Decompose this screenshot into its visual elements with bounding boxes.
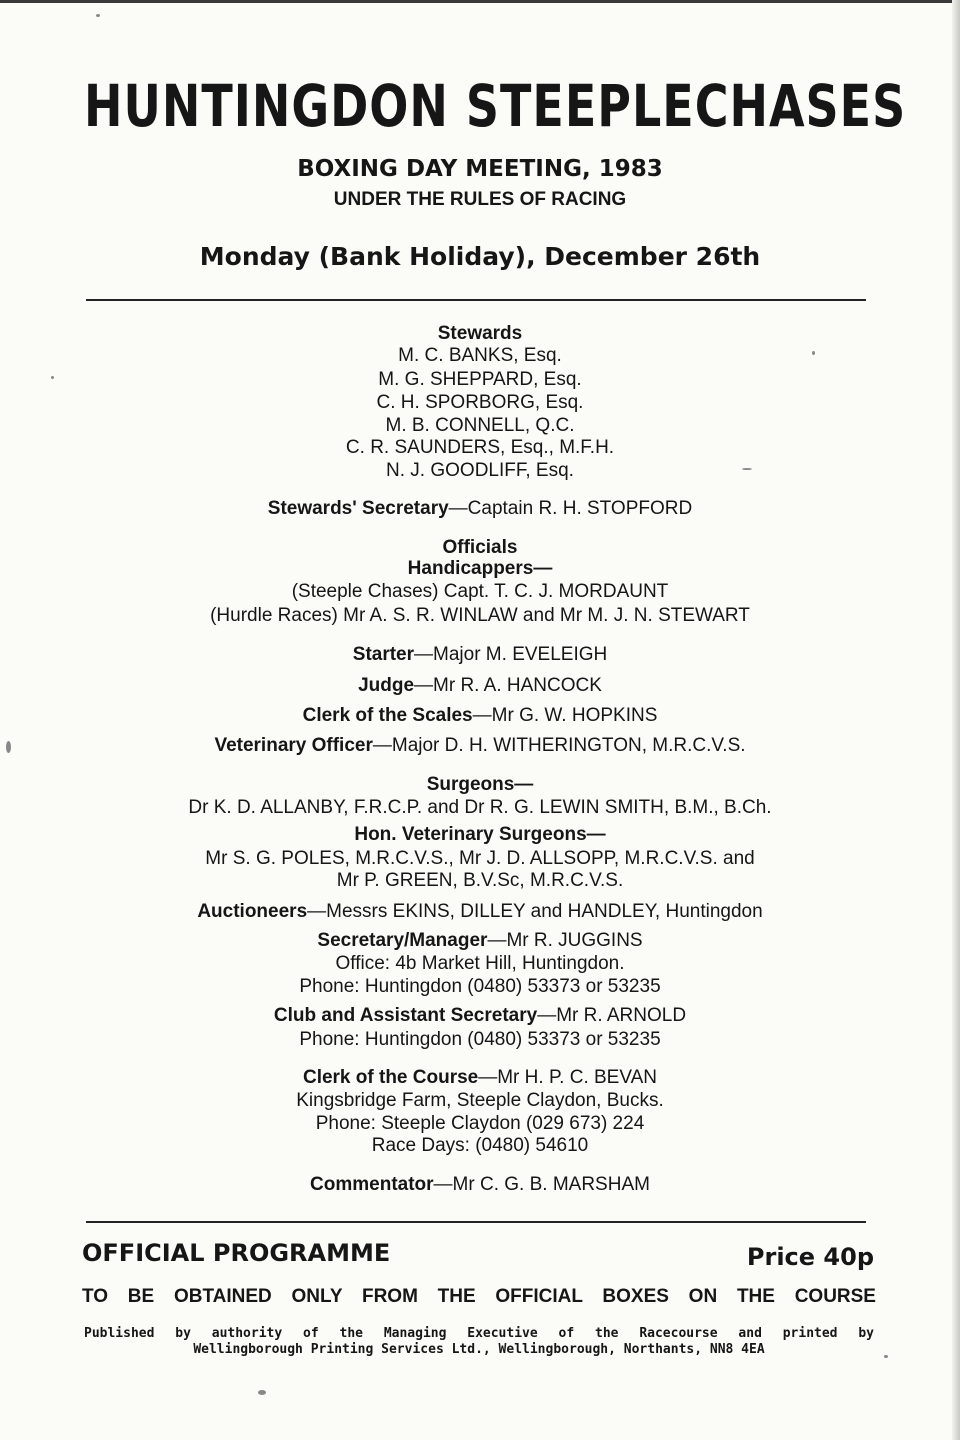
official-programme-label: OFFICIAL PROGRAMME	[82, 1239, 391, 1267]
starter-row	[0, 644, 960, 666]
secretary-row	[0, 930, 960, 952]
club-secretary-row	[0, 1005, 960, 1027]
club-secretary-phone: Phone: Huntingdon (0480) 53373 or 53235	[299, 1029, 661, 1050]
secretary-office: Office: 4b Market Hill, Huntingdon.	[335, 953, 625, 974]
top-divider	[86, 299, 866, 301]
judge-row	[0, 675, 960, 697]
page-title: HUNTINGDON STEEPLECHASES	[84, 72, 907, 140]
steward-name: M. C. BANKS, Esq.	[398, 345, 562, 366]
stewards-secretary-row	[0, 498, 960, 520]
scan-speck	[884, 1355, 888, 1358]
surgeons-names: Dr K. D. ALLANBY, F.R.C.P. and Dr R. G. LEWIN SMITH, B.M., B.Ch.	[188, 797, 772, 818]
clerk-course-phone: Phone: Steeple Claydon (029 673) 224	[315, 1113, 645, 1134]
meeting-subtitle: BOXING DAY MEETING, 1983	[297, 156, 663, 182]
hon-vets-line: Mr P. GREEN, B.V.Sc, M.R.C.V.S.	[336, 870, 624, 891]
meeting-date: Monday (Bank Holiday), December 26th	[199, 242, 761, 271]
judge-label: Judge	[358, 675, 415, 696]
auctioneers-label: Auctioneers	[197, 901, 308, 922]
vet-officer-name: —Major D. H. WITHERINGTON, M.R.C.V.S.	[372, 735, 746, 756]
clerk-course-raceday: Race Days: (0480) 54610	[371, 1135, 589, 1156]
page-edge-top	[0, 0, 960, 10]
scan-speck	[258, 1390, 266, 1395]
auctioneers-row	[0, 901, 960, 923]
commentator-name: —Mr C. G. B. MARSHAM	[433, 1174, 650, 1195]
club-secretary-name: —Mr R. ARNOLD	[537, 1005, 687, 1026]
scan-speck	[742, 468, 752, 470]
steward-name: M. G. SHEPPARD, Esq.	[378, 369, 582, 390]
auctioneers-names: —Messrs EKINS, DILLEY and HANDLEY, Huntingdon	[307, 901, 763, 922]
secretary-name: —Mr R. JUGGINS	[487, 930, 643, 951]
publisher-line-2: Wellingborough Printing Services Ltd., Wellingborough, Northants, NN8 4EA	[193, 1342, 765, 1357]
rules-line: UNDER THE RULES OF RACING	[333, 189, 627, 210]
publisher-imprint	[84, 1326, 874, 1358]
starter-label: Starter	[352, 644, 415, 665]
clerk-course-address: Kingsbridge Farm, Steeple Claydon, Bucks.	[296, 1090, 664, 1111]
steward-name: C. R. SAUNDERS, Esq., M.F.H.	[345, 437, 615, 458]
officials-heading: Officials	[442, 537, 518, 558]
secretary-phone: Phone: Huntingdon (0480) 53373 or 53235	[299, 976, 661, 997]
scan-speck	[812, 351, 815, 355]
obtain-notice: TO BE OBTAINED ONLY FROM THE OFFICIAL BOXES ON THE COURSE	[82, 1286, 876, 1307]
surgeons-heading: Surgeons—	[426, 774, 534, 795]
judge-name: —Mr R. A. HANCOCK	[414, 675, 602, 696]
scan-speck	[96, 14, 100, 17]
clerk-course-row	[0, 1067, 960, 1089]
steward-name: M. B. CONNELL, Q.C.	[385, 415, 575, 436]
commentator-label: Commentator	[310, 1174, 434, 1195]
clerk-scales-name: —Mr G. W. HOPKINS	[472, 705, 658, 726]
hon-vets-heading: Hon. Veterinary Surgeons—	[354, 824, 606, 845]
clerk-scales-label: Clerk of the Scales	[302, 705, 473, 726]
handicappers-heading: Handicappers—	[407, 558, 553, 579]
secretary-label: Secretary/Manager	[317, 930, 488, 951]
scan-speck	[6, 741, 11, 753]
scan-speck	[51, 376, 54, 379]
bottom-divider	[86, 1221, 866, 1223]
stewards-secretary-name: —Captain R. H. STOPFORD	[448, 498, 693, 519]
commentator-row	[0, 1174, 960, 1196]
starter-name: —Major M. EVELEIGH	[414, 644, 608, 665]
handicapper-line: (Hurdle Races) Mr A. S. R. WINLAW and Mr M. J. N. STEWART	[210, 605, 750, 626]
clerk-course-label: Clerk of the Course	[302, 1067, 479, 1088]
steward-name: N. J. GOODLIFF, Esq.	[386, 460, 574, 481]
club-secretary-label: Club and Assistant Secretary	[273, 1005, 538, 1026]
steward-name: C. H. SPORBORG, Esq.	[376, 392, 584, 413]
stewards-secretary-label: Stewards' Secretary	[267, 498, 449, 519]
publisher-line-1: Published by authority of the Managing Executive of the Racecourse and printed by	[84, 1326, 874, 1341]
vet-officer-row	[0, 735, 960, 757]
clerk-course-name: —Mr H. P. C. BEVAN	[478, 1067, 658, 1088]
price-label: Price 40p	[746, 1243, 874, 1271]
vet-officer-label: Veterinary Officer	[214, 735, 373, 756]
clerk-scales-row	[0, 705, 960, 727]
handicapper-line: (Steeple Chases) Capt. T. C. J. MORDAUNT	[291, 581, 669, 602]
stewards-heading: Stewards	[437, 323, 523, 344]
hon-vets-line: Mr S. G. POLES, M.R.C.V.S., Mr J. D. ALLSOPP, M.R.C.V.S. and	[205, 848, 755, 869]
